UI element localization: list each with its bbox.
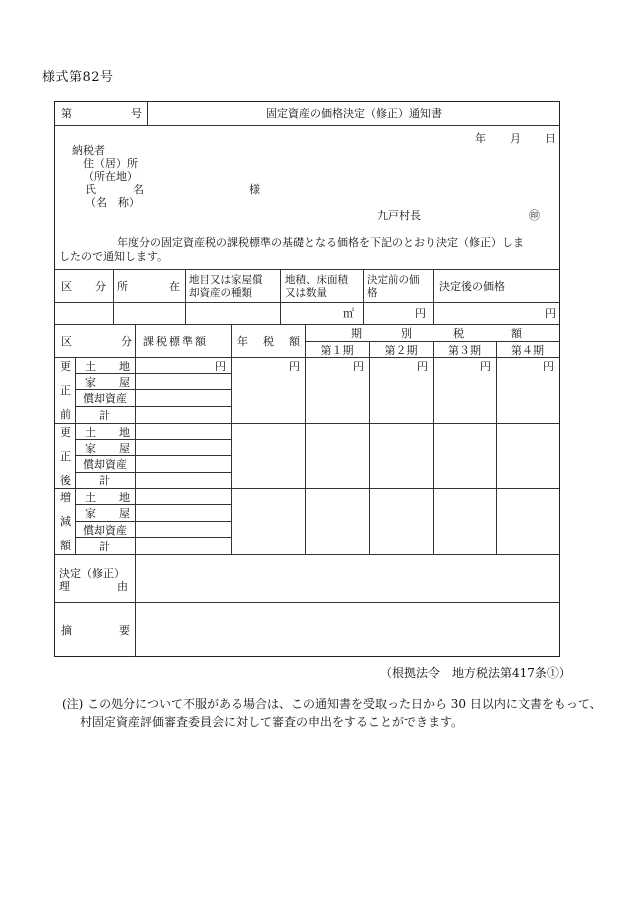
g3-char-1: 増 [60, 491, 71, 504]
go-label: 号 [131, 107, 142, 120]
asset-after: 決定後の価格 [439, 280, 505, 293]
g2-char-3: 後 [60, 474, 71, 487]
date-day: 日 [545, 132, 556, 145]
reason-label-2a: 理 [59, 580, 70, 593]
g1-land-2: 地 [119, 360, 130, 373]
name-label-1: 氏 [85, 183, 96, 196]
period-4: 第４期 [511, 344, 544, 357]
g2-depreciable: 償却資産 [83, 458, 127, 471]
date-year: 年 [475, 132, 486, 145]
asset-kubun-1: 区 [61, 280, 72, 293]
unit-m2: ㎡ [343, 307, 354, 320]
g3-house-2: 屋 [119, 507, 130, 520]
annual-1: 年 [237, 335, 248, 348]
g2-land-2: 地 [119, 426, 130, 439]
g3-char-3: 額 [60, 539, 71, 552]
period-1: 第１期 [320, 344, 354, 357]
period-hdr-4: 額 [511, 327, 522, 340]
seal-mark: ㊞ [529, 209, 540, 222]
name-label-2: 名 [133, 183, 144, 196]
g2-total: 計 [99, 474, 110, 487]
yen-period-2: 円 [417, 360, 428, 373]
location-label: （所在地） [83, 170, 138, 183]
asset-chimoku-2: 却資産の種類 [189, 287, 252, 299]
g3-char-2: 減 [60, 515, 71, 528]
form-number: 様式第82号 [42, 70, 114, 85]
g3-house-1: 家 [85, 507, 96, 520]
g1-land-1: 土 [85, 360, 96, 373]
asset-before-2: 格 [367, 287, 378, 299]
period-hdr-3: 税 [453, 327, 464, 340]
g2-house-2: 屋 [119, 442, 130, 455]
issuer-name: 九戸村長 [377, 209, 421, 222]
tax-kubun-1: 区 [61, 335, 72, 348]
asset-kubun-2: 分 [95, 280, 106, 293]
g1-total: 計 [99, 409, 110, 422]
body-line-2: したので通知します。 [59, 250, 169, 263]
g1-house-2: 屋 [119, 376, 130, 389]
body-line-1: 年度分の固定資産税の課税標準の基礎となる価格を下記のとおり決定（修正）しま [117, 236, 524, 249]
g3-total: 計 [99, 540, 110, 553]
g2-char-1: 更 [60, 426, 71, 439]
asset-chimoku-1: 地目又は家屋償 [189, 274, 263, 286]
period-2: 第２期 [384, 344, 418, 357]
corp-label: （名 称） [85, 196, 140, 209]
yen-annual: 円 [289, 360, 300, 373]
g1-char-1: 更 [60, 360, 71, 373]
g1-house-1: 家 [85, 376, 96, 389]
g2-house-1: 家 [85, 442, 96, 455]
note-line-2: 村固定資産評価審査委員会に対して審査の申出をすることができます。 [80, 715, 464, 729]
yen-period-4: 円 [543, 360, 554, 373]
g3-depreciable: 償却資産 [83, 524, 127, 537]
annual-2: 税 [263, 335, 274, 348]
taxpayer-heading: 納税者 [72, 144, 105, 157]
reason-label-2b: 由 [117, 580, 128, 593]
tax-base-label: 課税標準額 [143, 335, 208, 348]
g1-depreciable: 償却資産 [83, 392, 127, 405]
g2-land-1: 土 [85, 426, 96, 439]
remarks-label-2: 要 [119, 624, 130, 637]
annual-3: 額 [289, 335, 300, 348]
yen-period-1: 円 [353, 360, 364, 373]
asset-area-2: 又は数量 [285, 287, 327, 299]
asset-area-1: 地積、床面積 [285, 274, 348, 286]
no-label: 第 [61, 107, 72, 120]
unit-yen-before: 円 [415, 307, 426, 320]
period-hdr-1: 期 [351, 327, 362, 340]
yen-tax-base: 円 [215, 360, 226, 373]
asset-before-1: 決定前の価 [367, 274, 420, 286]
notice-form [54, 101, 560, 657]
reason-label-1: 決定（修正） [59, 567, 125, 580]
period-hdr-2: 別 [401, 327, 412, 340]
tax-kubun-2: 分 [121, 335, 132, 348]
g1-char-2: 正 [60, 384, 71, 397]
address-label: 住（居）所 [83, 157, 138, 170]
yen-period-3: 円 [480, 360, 491, 373]
asset-shozai-2: 在 [169, 280, 180, 293]
g1-char-3: 前 [60, 408, 71, 421]
period-3: 第３期 [448, 344, 481, 357]
asset-shozai-1: 所 [117, 280, 128, 293]
g3-land-2: 地 [119, 491, 130, 504]
date-month: 月 [510, 132, 521, 145]
sama-label: 様 [249, 183, 260, 196]
form-title: 固定資産の価格決定（修正）通知書 [266, 107, 442, 120]
g2-char-2: 正 [60, 450, 71, 463]
legal-basis: （根拠法令 地方税法第417条①） [380, 666, 571, 680]
g3-land-1: 土 [85, 491, 96, 504]
note-line-1: (注) この処分について不服がある場合は、この通知書を受取った日から 30 日以内に文書をもって、 [62, 697, 602, 711]
remarks-label-1: 摘 [61, 624, 72, 637]
unit-yen-after: 円 [545, 307, 556, 320]
